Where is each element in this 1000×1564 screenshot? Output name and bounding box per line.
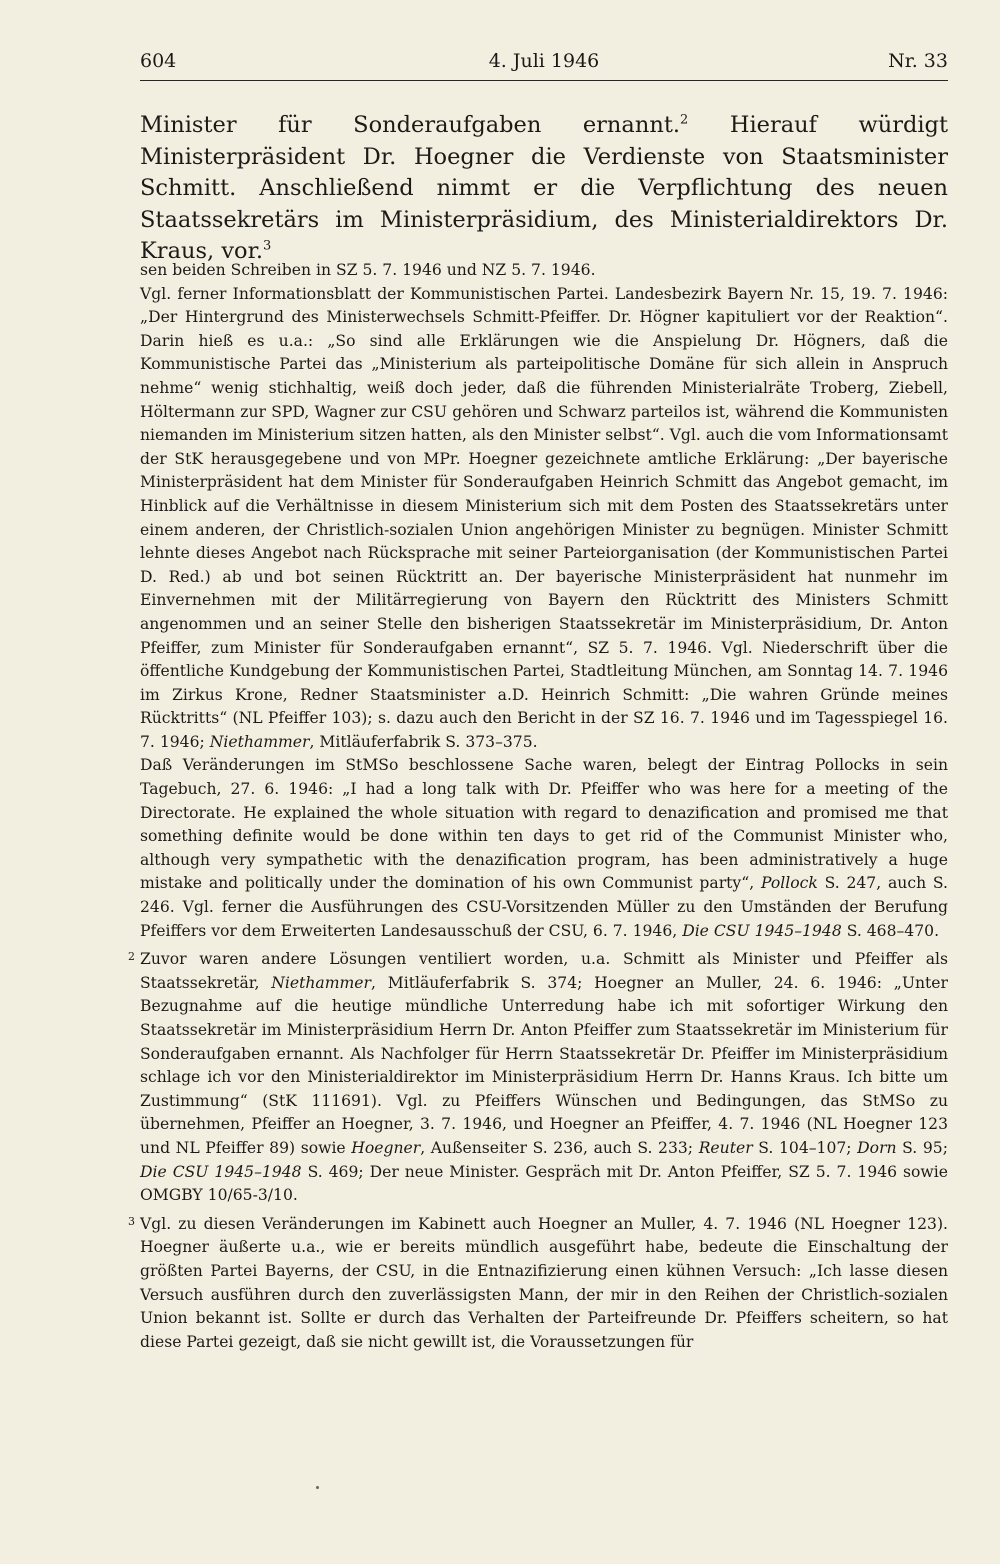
page-number: 604 [140, 50, 177, 72]
title-italic: Die CSU 1945–1948 [682, 921, 842, 940]
author-italic: Dorn [857, 1138, 897, 1157]
title-italic: Die CSU 1945–1948 [140, 1162, 302, 1181]
main-text-part: Hierauf würdigt Ministerpräsident Dr. Hoegner die Verdienste von Staatsminister Schmitt. Anschließend nimmt er die Verpflichtung des neuen Staatssekretärs im Ministerpräsidium, des Ministerialdirektors Dr. Kraus, vor. [140, 112, 949, 264]
author-italic: Niethammer [271, 973, 371, 992]
author-italic: Reuter [698, 1138, 753, 1157]
footnote-text: , Mitläuferfabrik S. 373–375. [309, 732, 538, 751]
footnote-text: S. 104–107; [752, 1138, 858, 1157]
footnote-text: , Mitläuferfabrik S. 374; Hoegner an Muller, 24. 6. 1946: „Unter Bezugnahme auf die heutige mündliche Unterredung habe ich mit sofortiger Wirkung den Staatssekretär im Ministerpräsidium Herrn Dr. Anton Pfeiffer zum Staatssekretär im Ministerium für Sonderaufgaben ernannt. Als Nachfolger für Herrn Staatssekretär Dr. Pfeiffer im Ministerpräsidium schlage ich vor den Ministerialdirektor im Ministerpräsidium Herrn Dr. Hanns Kraus. Ich bitte um Zustimmung“ (StK 111691). Vgl. zu Pfeiffers Wünschen und Bedingungen, das StMSo zu übernehmen, Pfeiffer an Hoegner, 3. 7. 1946, und Hoegner an Pfeiffer, 4. 7. 1946 (NL Hoegner 123 und NL Pfeiffer 89) sowie [140, 973, 948, 1157]
main-text [140, 110, 948, 268]
footnote-text: S. 468–470. [841, 921, 940, 940]
footnote-2 [128, 948, 948, 1208]
footnote-text: , Außenseiter S. 236, auch S. 233; [420, 1138, 699, 1157]
author-italic: Hoegner [351, 1138, 421, 1157]
footnotes [128, 259, 948, 1354]
footnote-text: S. 95; [896, 1138, 948, 1157]
footnote-1-paragraph [140, 283, 948, 755]
footnote-text: Vgl. zu diesen Veränderungen im Kabinett auch Hoegner an Muller, 4. 7. 1946 (NL Hoegner 123). Hoegner äußerte u.a., wie er bereits mündlich ausgeführt habe, bedeute die Einschaltung der größten Partei Bayerns, der CSU, in die Entnazifizierung einen kühnen Versuch: „Ich lasse diesen Versuch ausführen durch den zuverlässigsten Mann, der mir in den Reihen der Christlich-sozialen Union bekannt ist. Sollte er durch das Verhalten der Parteifreunde Dr. Pfeiffers scheitern, so hat diese Partei gezeigt, daß sie nicht gewillt ist, die Voraussetzungen für [140, 1214, 948, 1351]
footnote-ref-3: 3 [263, 238, 272, 254]
author-italic: Pollock [760, 874, 818, 893]
footnote-text: Daß Veränderungen im StMSo beschlossene Sache waren, belegt der Eintrag Pollocks in sein Tagebuch, 27. 6. 1946: „I had a long talk with Dr. Pfeiffer who was here for a meeting of the Directorate. He explained the whole situation with regard to denazification and promised me that something definite would be done within ten days to get rid of the Communist Minister who, although very sympathetic with the denazification program, has been administratively a huge mistake and politically under the domination of his own Communist party“, [140, 756, 948, 893]
issue-number: Nr. 33 [888, 50, 948, 72]
running-header [140, 46, 948, 81]
footnote-text: Zuvor waren andere Lösungen ventiliert worden, u.a. Schmitt als Minister und Pfeiffer als Staatssekretär, [140, 950, 948, 992]
footnote-mark: 3 [128, 1214, 135, 1228]
main-text-part: Minister für Sonderaufgaben ernannt. [140, 112, 681, 138]
footnote-text: S. 469; Der neue Minister. Gespräch mit Dr. Anton Pfeiffer, SZ 5. 7. 1946 sowie OMGBY 10/65-3/10. [140, 1162, 948, 1205]
footnote-3 [128, 1213, 948, 1355]
footnote-mark: 2 [128, 950, 135, 964]
footnote-text: S. 247, auch S. 246. Vgl. ferner die Ausführungen des CSU-Vorsitzenden Müller zu den Umständen der Berufung Pfeiffers vor dem Erweiterten Landesausschuß der CSU, 6. 7. 1946, [140, 874, 948, 940]
footnote-1-continuation: sen beiden Schreiben in SZ 5. 7. 1946 und NZ 5. 7. 1946. [140, 261, 596, 279]
footnote-1-paragraph [140, 754, 948, 943]
author-italic: Niethammer [209, 732, 310, 751]
main-paragraph [140, 110, 948, 268]
header-date: 4. Juli 1946 [488, 50, 600, 72]
footnote-ref-2: 2 [680, 112, 689, 128]
footnote-text: Vgl. ferner Informationsblatt der Kommunistischen Partei. Landesbezirk Bayern Nr. 15, 19. 7. 1946: „Der Hintergrund des Ministerwechsels Schmitt-Pfeiffer. Dr. Högner kapituliert vor der Reaktion“. Darin hieß es u.a.: „So sind alle Erklärungen wie die Anspielung Dr. Högners, daß die Kommunistische Partei das „Ministerium als parteipolitische Domäne für sich allein in Anspruch nehme“ wenig stichhaltig, weiß doch jeder, daß die führenden Ministerialräte Troberg, Ziebell, Höltermann zur SPD, Wagner zur CSU gehören und Schwarz parteilos ist, während die Kommunisten niemanden im Ministerium sitzen hatten, als den Minister selbst“. Vgl. auch die vom Informationsamt der StK herausgegebene und von MPr. Hoegner gezeichnete amtliche Erklärung: „Der bayerische Ministerpräsident hat dem Minister für Sonderaufgaben Heinrich Schmitt das Angebot gemacht, im Hinblick auf die Verhältnisse in diesem Ministerium sich mit dem Posten des Staatssekretärs unter einem anderen, der Christlich-sozialen Union angehörigen Minister zu begnügen. Minister Schmitt lehnte dieses Angebot nach Rücksprache mit seiner Parteiorganisation (der Kommunistischen Partei D. Red.) ab und bot seinen Rücktritt an. Der bayerische Ministerpräsident hat nunmehr im Einvernehmen mit der Militärregierung von Bayern den Rücktritt des Ministers Schmitt angenommen und an seiner Stelle den bisherigen Staatssekretär im Ministerpräsidium, Dr. Anton Pfeiffer, zum Minister für Sonderaufgaben ernannt“, SZ 5. 7. 1946. Vgl. Niederschrift über die öffentliche Kundgebung der Kommunistischen Partei, Stadtleitung München, am Sonntag 14. 7. 1946 im Zirkus Krone, Redner Staatsminister a.D. Heinrich Schmitt: „Die wahren Gründe meines Rücktritts“ (NL Pfeiffer 103); s. dazu auch den Bericht in der SZ 16. 7. 1946 und im Tagesspiegel 16. 7. 1946; [140, 284, 948, 751]
speck [316, 1486, 319, 1489]
